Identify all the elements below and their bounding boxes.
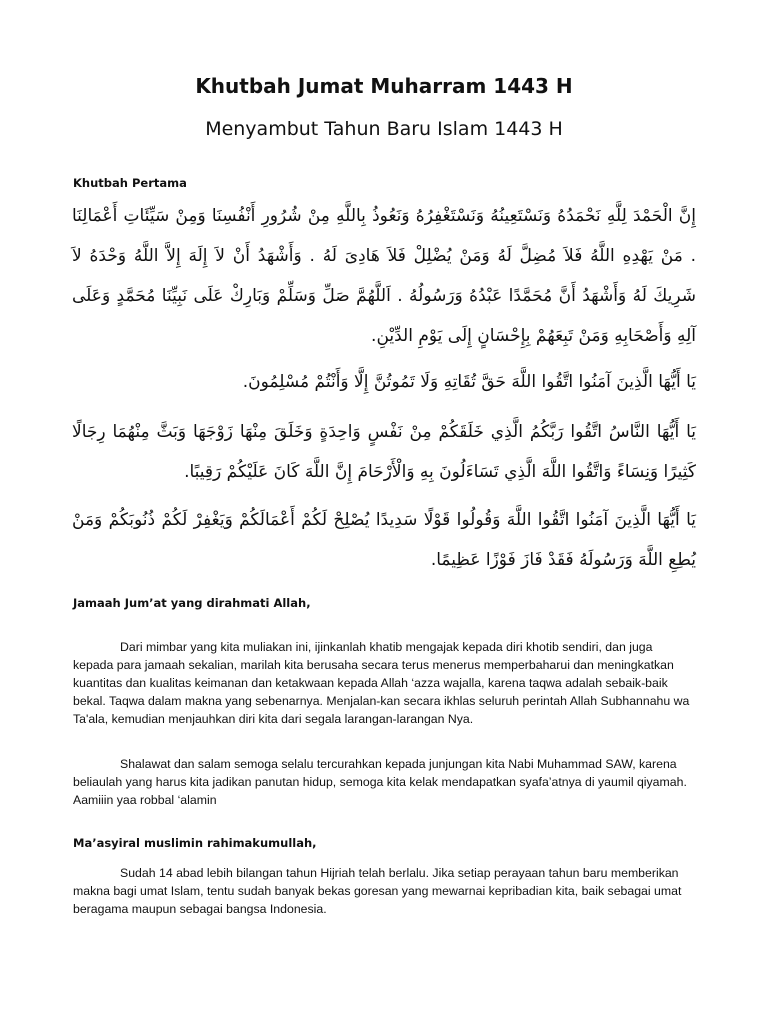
document-subtitle: Menyambut Tahun Baru Islam 1443 H (205, 118, 563, 140)
paragraph-2: Shalawat dan salam semoga selalu tercurahkan kepada junjungan kita Nabi Muhammad SAW, karena beliaulah yang harus kita jadikan panutan hidup, semoga kita kelak mendapatkan syafa’atnya di yaumil qiyamah. Aamiiin yaa robbal ‘alamin (73, 757, 687, 807)
arabic-verse-3-block (72, 500, 696, 580)
document-title: Khutbah Jumat Muharram 1443 H (195, 74, 573, 98)
arabic-verse-1: يَا أَيُّهَا الَّذِينَ آمَنُوا اتَّقُوا اللَّهَ حَقَّ تُقَاتِهِ وَلَا تَمُوتُنَّ إِلَّا وَأَنْتُمْ مُسْلِمُونَ. (242, 372, 696, 392)
arabic-verse-2: يَا أَيُّهَا النَّاسُ اتَّقُوا رَبَّكُمُ الَّذِي خَلَقَكُمْ مِنْ نَفْسٍ وَاحِدَةٍ وَخَلَقَ مِنْهَا زَوْجَهَا وَبَثَّ مِنْهُمَا رِجَالًا كَثِيرًا وَنِسَاءً وَاتَّقُوا اللَّهَ الَّذِي تَسَاءَلُونَ بِهِ وَالْأَرْحَامَ إِنَّ اللَّهَ كَانَ عَلَيْكُمْ رَقِيبًا. (72, 422, 696, 482)
greeting-jamaah: Jamaah Jum’at yang dirahmati Allah, (73, 596, 311, 610)
arabic-opening-block (72, 196, 696, 356)
arabic-opening: إِنَّ الْحَمْدَ لِلَّهِ نَحْمَدُهُ وَنَسْتَعِينُهُ وَنَسْتَغْفِرُهُ وَنَعُوذُ بِاللَّهِ مِنْ شُرُورِ أَنْفُسِنَا وَمِنْ سَيِّئَاتِ أَعْمَالِنَا . مَنْ يَهْدِهِ اللَّهُ فَلاَ مُضِلَّ لَهُ وَمَنْ يُضْلِلْ فَلاَ هَادِىَ لَهُ . وَأَشْهَدُ أَنْ لاَ إِلَهَ إِلاَّ اللَّهُ وَحْدَهُ لاَ شَرِيكَ لَهُ وَأَشْهَدُ أَنَّ مُحَمَّدًا عَبْدُهُ وَرَسُولُهُ . اَللَّهُمَّ صَلِّ وَسَلِّمْ وَبَارِكْ عَلَى نَبِيِّنَا مُحَمَّدٍ وَعَلَى آلِهِ وَأَصْحَابِهِ وَمَنْ تَبِعَهُمْ بِإِحْسَانٍ إِلَى يَوْمِ الدِّيْنِ. (72, 206, 696, 346)
section-label-khutbah-pertama: Khutbah Pertama (73, 176, 187, 190)
greeting-maasyiral: Ma’asyiral muslimin rahimakumullah, (73, 836, 317, 850)
arabic-verse-3: يَا أَيُّهَا الَّذِينَ آمَنُوا اتَّقُوا اللَّهَ وَقُولُوا قَوْلًا سَدِيدًا يُصْلِحْ لَكُمْ أَعْمَالَكُمْ وَيَغْفِرْ لَكُمْ ذُنُوبَكُمْ وَمَنْ يُطِعِ اللَّهَ وَرَسُولَهُ فَقَدْ فَازَ فَوْزًا عَظِيمًا. (72, 510, 696, 570)
arabic-verse-1-block (72, 362, 696, 402)
paragraph-1: Dari mimbar yang kita muliakan ini, ijinkanlah khatib mengajak kepada diri khotib sendiri, dan juga kepada para jamaah sekalian, marilah kita berusaha secara terus menerus memperbaharui dan meningkatkan kuantitas dan kualitas keimanan dan ketakwaan kepada Allah ‘azza wajalla, karena taqwa adalah sebaik-baik bekal. Taqwa dalam makna yang sebenarnya. Menjalan-kan secara ikhlas seluruh perintah Allah Subhannahu wa Ta'ala, kemudian menjauhkan diri kita dari segala larangan-larangan Nya. (73, 640, 690, 726)
paragraph-3: Sudah 14 abad lebih bilangan tahun Hijriah telah berlalu. Jika setiap perayaan tahun baru memberikan makna bagi umat Islam, tentu sudah banyak bekas goresan yang mewarnai kepribadian kita, baik sebagai umat beragama maupun sebagai bangsa Indonesia. (73, 866, 682, 916)
arabic-verse-2-block (72, 412, 696, 492)
